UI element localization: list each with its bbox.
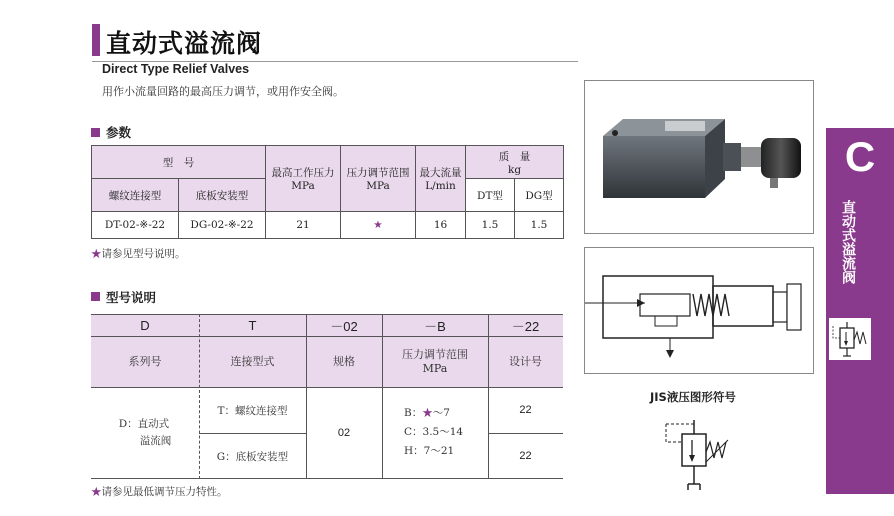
spec-head-max-flow: 最大流量 L/min bbox=[416, 146, 466, 212]
model-conn-t: T：螺纹连接型 bbox=[217, 404, 288, 417]
model-note: ★请参见最低调节压力特性。 bbox=[91, 486, 228, 498]
chapter-tab-letter: C bbox=[844, 133, 876, 180]
spec-table bbox=[91, 145, 564, 239]
spec-cell-max-flow: 16 bbox=[416, 212, 466, 239]
product-photo bbox=[584, 80, 814, 234]
spec-cell-mass-dg: 1.5 bbox=[515, 212, 564, 239]
model-size-value: 02 bbox=[337, 427, 351, 439]
model-section-title: 型号说明 bbox=[106, 290, 157, 305]
model-design-2: 22 bbox=[519, 450, 532, 462]
spec-head-adj-range: 压力调节范围 MPa bbox=[341, 146, 416, 212]
jis-relief-valve-symbol-icon bbox=[660, 412, 740, 494]
model-table bbox=[91, 314, 563, 479]
model-label-size: 规格 bbox=[333, 354, 355, 368]
model-design-1: 22 bbox=[519, 404, 532, 416]
model-code-connection: T bbox=[248, 317, 257, 333]
spec-head-plate: 底板安装型 bbox=[179, 179, 266, 212]
model-series-desc: D：直动式 溢流阀 bbox=[118, 418, 172, 447]
spec-cell-thread: DT-02-※-22 bbox=[92, 212, 179, 239]
spec-section-title: 参数 bbox=[106, 125, 132, 140]
spec-head-max-pressure: 最高工作压力 MPa bbox=[266, 146, 341, 212]
model-label-design: 设计号 bbox=[509, 354, 542, 368]
chapter-tab-text: 直动式溢流阀 bbox=[840, 200, 856, 284]
spec-cell-plate: DG-02-※-22 bbox=[179, 212, 266, 239]
spec-head-thread: 螺纹连接型 bbox=[92, 179, 179, 212]
model-code-series: D bbox=[140, 317, 150, 333]
spec-cell-adj-range: ★ bbox=[341, 212, 416, 239]
table-row bbox=[92, 212, 564, 239]
tab-relief-valve-icon bbox=[829, 318, 871, 360]
spec-cell-max-pressure: 21 bbox=[266, 212, 341, 239]
page-description: 用作小流量回路的最高压力调节，或用作安全阀。 bbox=[102, 85, 344, 98]
page-subtitle: Direct Type Relief Valves bbox=[102, 62, 250, 76]
cross-section-diagram bbox=[584, 247, 814, 374]
valve-photo-image bbox=[585, 81, 813, 233]
spec-head-mass: 质 量 kg bbox=[466, 146, 564, 179]
spec-head-dg: DG型 bbox=[515, 179, 564, 212]
section-marker-icon bbox=[91, 128, 100, 137]
model-label-series: 系列号 bbox=[128, 354, 162, 368]
spec-head-model: 型 号 bbox=[92, 146, 266, 179]
chapter-tab bbox=[826, 128, 894, 494]
spec-note: ★请参见型号说明。 bbox=[91, 248, 186, 260]
model-conn-g: G：底板安装型 bbox=[216, 450, 289, 463]
model-label-range: 压力调节范围 MPa bbox=[402, 347, 468, 375]
model-code-design: －22 bbox=[511, 318, 540, 334]
model-label-connection: 连接型式 bbox=[230, 354, 275, 368]
model-range-list: B：★～7 C：3.5～14 H：7～21 bbox=[404, 407, 464, 457]
valve-cross-section-image bbox=[585, 248, 813, 373]
model-code-size: －02 bbox=[330, 318, 358, 334]
model-code-range: －B bbox=[424, 318, 446, 334]
title-accent-bar bbox=[92, 24, 100, 56]
spec-cell-mass-dt: 1.5 bbox=[466, 212, 515, 239]
spec-head-dt: DT型 bbox=[466, 179, 515, 212]
jis-symbol-label: JIS液压图形符号 bbox=[650, 390, 736, 404]
page-title: 直动式溢流阀 bbox=[106, 29, 263, 58]
section-marker-icon bbox=[91, 292, 100, 301]
